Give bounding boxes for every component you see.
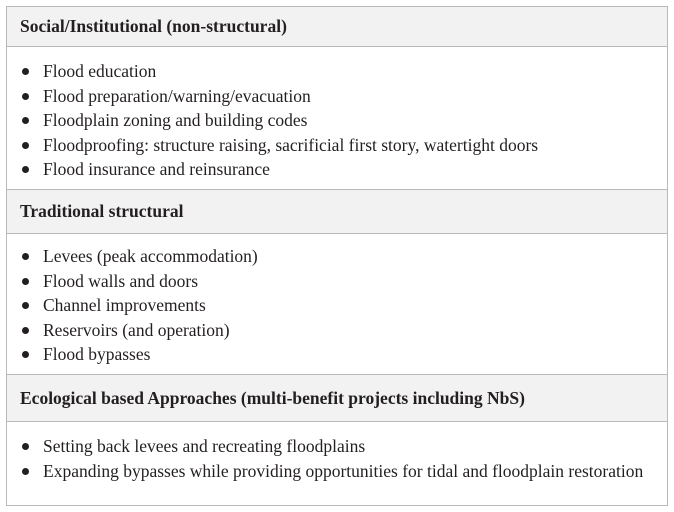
list-item <box>7 459 667 484</box>
list-item <box>7 244 667 269</box>
list-item-text: Reservoirs (and operation) <box>43 319 230 340</box>
section-heading-ecological-approaches <box>7 375 667 422</box>
list-item-text: Levees (peak accommodation) <box>43 246 258 266</box>
item-list <box>7 59 667 182</box>
list-item-text: Setting back levees and recreating floodplains <box>43 436 366 456</box>
list-item-text: Expanding bypasses while providing opportunities for tidal and floodplain restoration <box>43 460 644 481</box>
list-item-text: Flood education <box>43 61 157 81</box>
section-body-social-institutional <box>7 47 667 190</box>
section-heading-traditional-structural <box>7 190 667 234</box>
bullet-icon <box>22 142 29 149</box>
list-item-text: Floodplain zoning and building codes <box>43 110 308 131</box>
bullet-icon <box>22 278 29 285</box>
bullet-icon <box>22 117 29 124</box>
list-item <box>7 59 667 84</box>
bullet-icon <box>22 166 29 173</box>
bullet-icon <box>22 351 29 358</box>
bullet-icon <box>22 468 29 475</box>
list-item-text: Floodproofing: structure raising, sacrificial first story, watertight doors <box>43 134 539 155</box>
list-item <box>7 434 667 459</box>
list-item <box>7 133 667 158</box>
bullet-icon <box>22 443 29 450</box>
item-list <box>7 244 667 367</box>
list-item <box>7 157 667 182</box>
list-item <box>7 293 667 318</box>
bullet-icon <box>22 253 29 260</box>
list-item-text: Channel improvements <box>43 295 206 316</box>
list-item-text: Flood walls and doors <box>43 270 199 291</box>
bullet-icon <box>22 327 29 334</box>
section-heading-text: Social/Institutional (non-structural) <box>20 16 287 36</box>
bullet-icon <box>22 93 29 100</box>
section-body-traditional-structural <box>7 234 667 375</box>
bullet-icon <box>22 68 29 75</box>
section-heading-social-institutional <box>7 7 667 47</box>
item-list <box>7 434 667 483</box>
list-item <box>7 108 667 133</box>
list-item-text: Flood insurance and reinsurance <box>43 159 270 180</box>
section-heading-text: Ecological based Approaches (multi-benefit projects including NbS) <box>20 387 525 408</box>
flood-management-table <box>6 6 668 506</box>
bullet-icon <box>22 302 29 309</box>
list-item-text: Flood preparation/warning/evacuation <box>43 85 311 106</box>
list-item <box>7 318 667 343</box>
list-item <box>7 269 667 294</box>
list-item-text: Flood bypasses <box>43 344 151 365</box>
list-item <box>7 342 667 367</box>
list-item <box>7 84 667 109</box>
section-body-ecological-approaches <box>7 422 667 505</box>
section-heading-text: Traditional structural <box>20 201 184 221</box>
